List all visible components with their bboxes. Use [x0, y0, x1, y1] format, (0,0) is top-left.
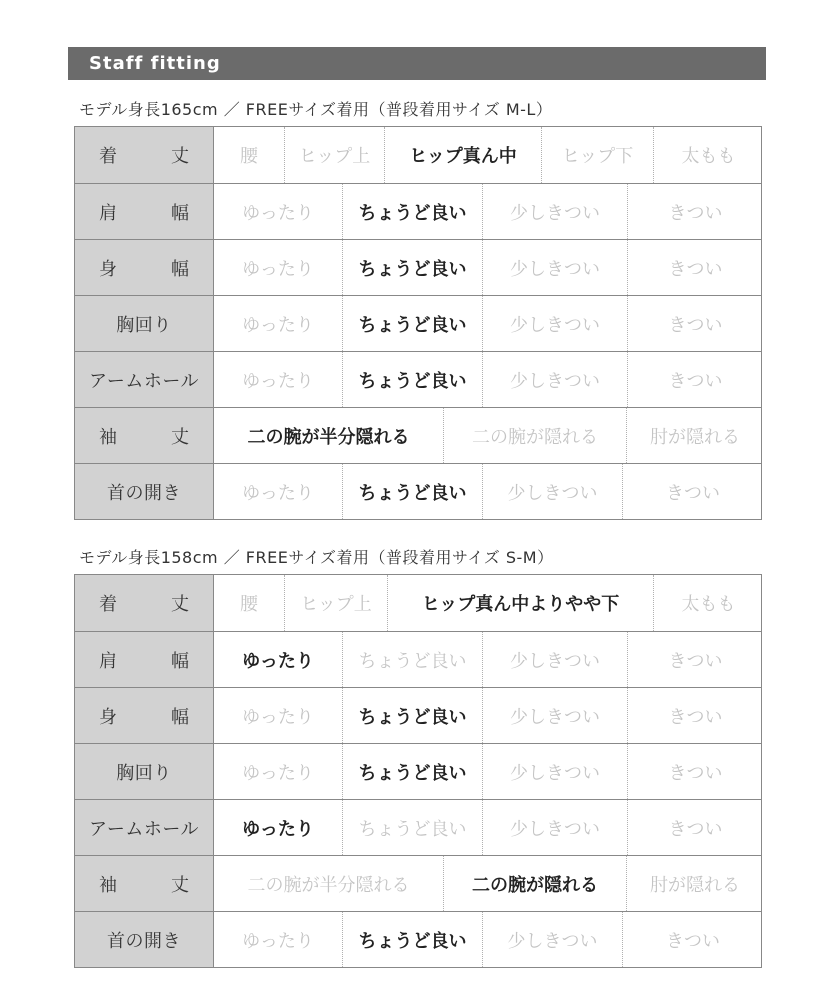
- row-label: アームホール: [75, 352, 214, 407]
- row-options: [214, 744, 763, 799]
- option-selected: ゆったり: [242, 650, 314, 672]
- option: 肘が隠れる: [626, 408, 763, 463]
- row-label: 着 丈: [75, 575, 214, 631]
- option: 少しきつい: [482, 352, 627, 407]
- row-options: [214, 352, 763, 407]
- option-selected: ちょうど良い: [342, 352, 482, 407]
- option: ヒップ下: [541, 127, 653, 183]
- row-options: [214, 184, 763, 239]
- option: きつい: [627, 688, 763, 743]
- model-caption: モデル身長165cm ／ FREEサイズ着用（普段着用サイズ M-L）: [79, 100, 553, 119]
- option: ゆったり: [242, 314, 314, 336]
- option-selected: 二の腕が隠れる: [443, 856, 626, 911]
- option: きつい: [627, 184, 763, 239]
- fitting-row: [75, 743, 761, 799]
- row-options: [214, 464, 763, 519]
- fitting-row: [75, 631, 761, 687]
- option: きつい: [622, 464, 763, 519]
- fitting-row: [75, 855, 761, 911]
- row-label: 身 幅: [75, 240, 214, 295]
- option-selected: ちょうど良い: [342, 240, 482, 295]
- fitting-row: [75, 127, 761, 183]
- row-options: [214, 127, 763, 183]
- option-selected: ちょうど良い: [342, 464, 482, 519]
- option: ゆったり: [242, 930, 314, 952]
- option: 太もも: [653, 575, 763, 631]
- fitting-row: [75, 351, 761, 407]
- option: ヒップ上: [284, 575, 387, 631]
- fitting-row: [75, 463, 761, 519]
- row-label: 肩 幅: [75, 632, 214, 687]
- fitting-row: [75, 687, 761, 743]
- option: ちょうど良い: [342, 800, 482, 855]
- fitting-table: [74, 574, 762, 968]
- row-options: [214, 296, 763, 351]
- row-label: 首の開き: [75, 464, 214, 519]
- row-label: 胸回り: [75, 744, 214, 799]
- row-label: 首の開き: [75, 912, 214, 967]
- option: 二の腕が隠れる: [443, 408, 626, 463]
- option: 少しきつい: [482, 632, 627, 687]
- option: 腰: [240, 146, 258, 167]
- fitting-row: [75, 239, 761, 295]
- fitting-row: [75, 575, 761, 631]
- row-label: 肩 幅: [75, 184, 214, 239]
- option: 少しきつい: [482, 800, 627, 855]
- option: ゆったり: [242, 706, 314, 728]
- option: 二の腕が半分隠れる: [247, 874, 410, 896]
- fitting-row: [75, 183, 761, 239]
- option: 腰: [240, 594, 258, 615]
- option: 少しきつい: [482, 912, 622, 967]
- row-label: 身 幅: [75, 688, 214, 743]
- option-selected: 二の腕が半分隠れる: [247, 426, 410, 448]
- row-label: 着 丈: [75, 127, 214, 183]
- option: きつい: [627, 800, 763, 855]
- option: 太もも: [653, 127, 763, 183]
- option: 肘が隠れる: [626, 856, 763, 911]
- row-options: [214, 632, 763, 687]
- row-label: 袖 丈: [75, 408, 214, 463]
- row-label: アームホール: [75, 800, 214, 855]
- option: 少しきつい: [482, 688, 627, 743]
- section-banner: Staff fitting: [68, 47, 766, 80]
- option-selected: ちょうど良い: [342, 296, 482, 351]
- row-options: [214, 688, 763, 743]
- row-options: [214, 575, 763, 631]
- row-options: [214, 912, 763, 967]
- option: 少しきつい: [482, 744, 627, 799]
- model-caption: モデル身長158cm ／ FREEサイズ着用（普段着用サイズ S-M）: [79, 548, 554, 567]
- row-options: [214, 240, 763, 295]
- row-options: [214, 800, 763, 855]
- fitting-row: [75, 799, 761, 855]
- option: きつい: [627, 632, 763, 687]
- option: 少しきつい: [482, 240, 627, 295]
- row-options: [214, 408, 763, 463]
- option: ゆったり: [242, 762, 314, 784]
- option: ヒップ上: [284, 127, 384, 183]
- row-options: [214, 856, 763, 911]
- option: ゆったり: [242, 258, 314, 280]
- option-selected: ちょうど良い: [342, 744, 482, 799]
- option-selected: ちょうど良い: [342, 184, 482, 239]
- option: ゆったり: [242, 370, 314, 392]
- row-label: 袖 丈: [75, 856, 214, 911]
- option-selected: ヒップ真ん中よりやや下: [387, 575, 653, 631]
- option: 少しきつい: [482, 464, 622, 519]
- option-selected: ちょうど良い: [342, 912, 482, 967]
- option: 少しきつい: [482, 184, 627, 239]
- option: きつい: [627, 744, 763, 799]
- fitting-table: [74, 126, 762, 520]
- option: きつい: [627, 296, 763, 351]
- row-label: 胸回り: [75, 296, 214, 351]
- fitting-row: [75, 295, 761, 351]
- option: きつい: [627, 352, 763, 407]
- fitting-row: [75, 407, 761, 463]
- option-selected: ちょうど良い: [342, 688, 482, 743]
- option: ゆったり: [242, 482, 314, 504]
- option: きつい: [627, 240, 763, 295]
- fitting-row: [75, 911, 761, 967]
- option: きつい: [622, 912, 763, 967]
- option-selected: ヒップ真ん中: [384, 127, 541, 183]
- option-selected: ゆったり: [242, 818, 314, 840]
- option: ちょうど良い: [342, 632, 482, 687]
- option: ゆったり: [242, 202, 314, 224]
- option: 少しきつい: [482, 296, 627, 351]
